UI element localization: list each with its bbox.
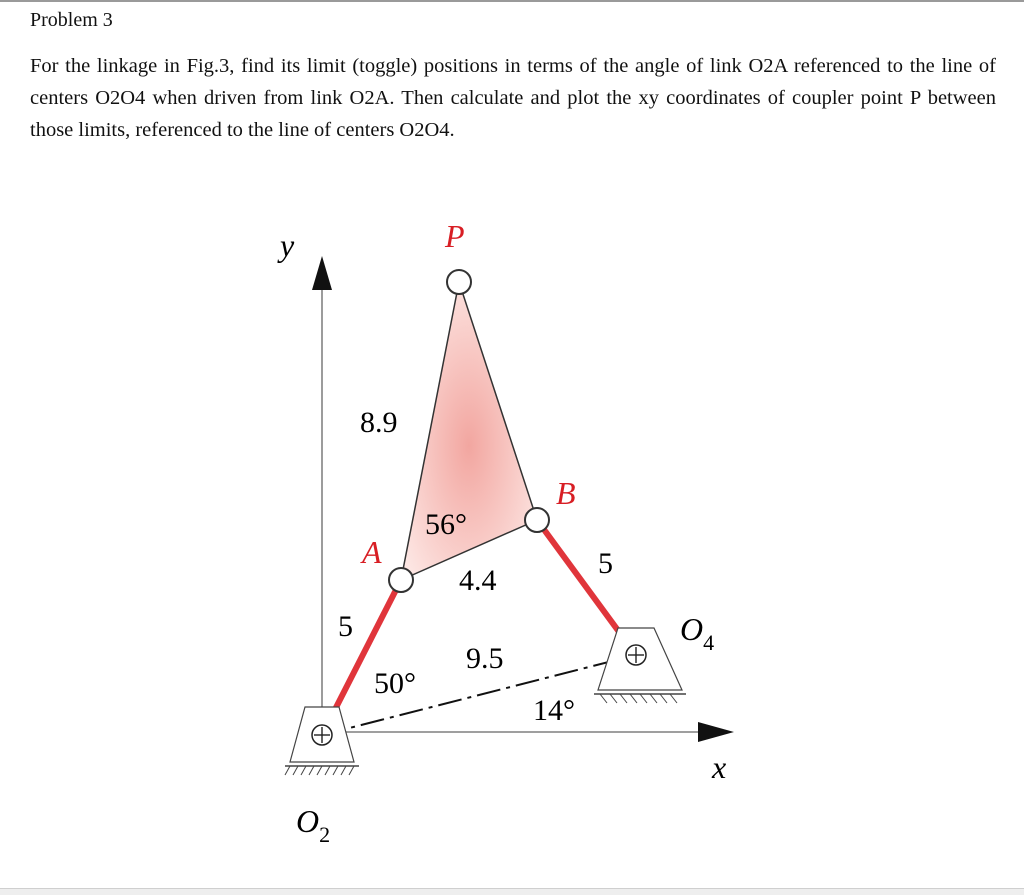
pivot-o4 (626, 645, 646, 665)
angle-coupler: 56° (425, 508, 467, 541)
pivot-o2 (312, 725, 332, 745)
x-axis-arrow (698, 722, 734, 742)
dim-ap: 8.9 (360, 406, 398, 439)
problem-statement: For the linkage in Fig.3, find its limit (toggle) positions in terms of the angle of link O2A referenced to the line of centers O2O4 when driven from link O2A. Then calculate and plot the xy coordinates of coupler point P between those limits, referenced to the line of centers O2O4. (30, 55, 996, 141)
point-a-label: A (362, 534, 382, 570)
angle-o2o4: 14° (533, 694, 575, 727)
coupler-triangle (401, 282, 537, 580)
y-axis-label: y (280, 227, 295, 263)
angle-o2a: 50° (374, 667, 416, 700)
o2-label: $O_2$ (296, 803, 331, 847)
problem-heading: Problem 3 (30, 9, 113, 31)
x-axis-label: x (712, 749, 727, 785)
dim-o2o4: 9.5 (466, 642, 504, 675)
dim-ab: 4.4 (459, 564, 497, 597)
point-b-label: B (556, 475, 576, 511)
dim-o4b: 5 (598, 547, 613, 580)
point-p-label: P (445, 218, 465, 254)
o4-label: $O_4$ (680, 611, 715, 655)
dim-o2a: 5 (338, 610, 353, 643)
y-axis-arrow (312, 256, 332, 290)
joint-b (525, 508, 549, 532)
joint-p (447, 270, 471, 294)
ground-support-o4 (594, 628, 686, 703)
joint-a (389, 568, 413, 592)
